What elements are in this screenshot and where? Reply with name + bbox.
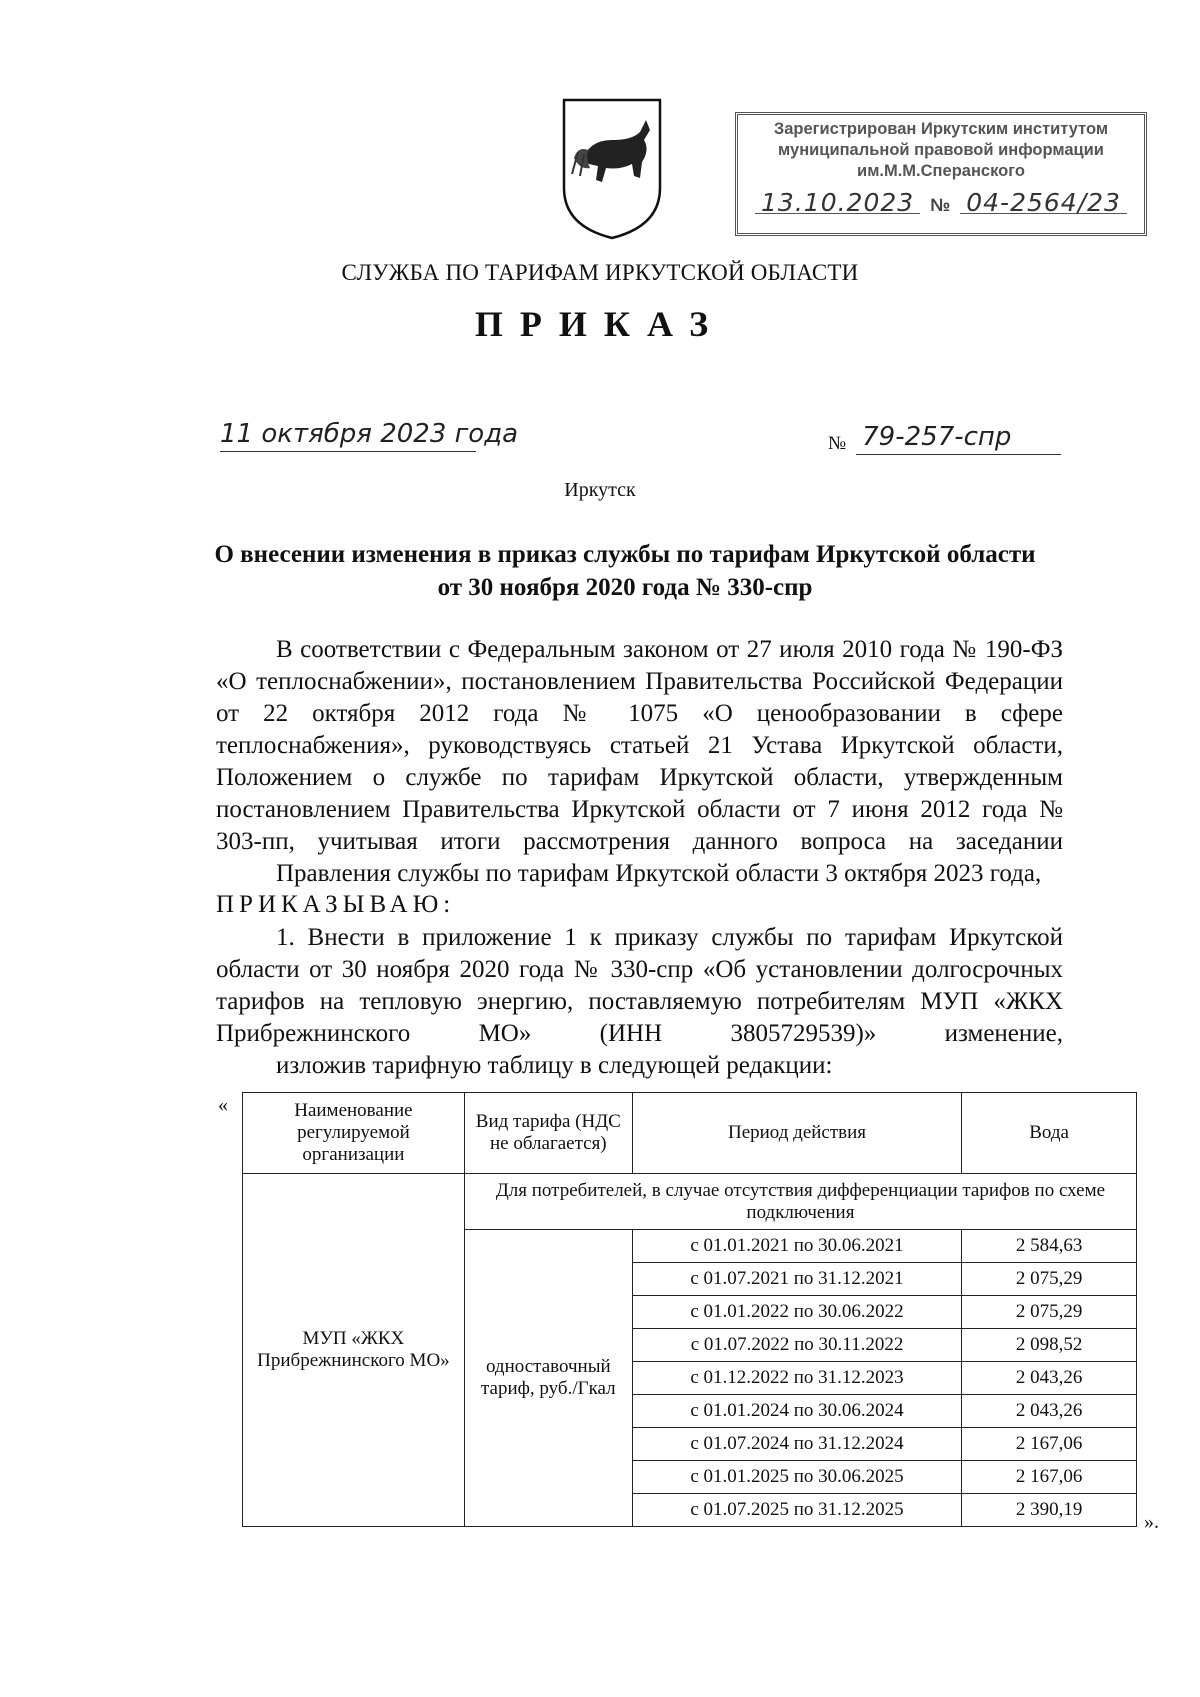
period-cell: с 01.01.2025 по 30.06.2025 [632,1461,961,1494]
table-header-organization: Наименование регулируемой организации [243,1093,465,1174]
stamp-number-label: № [930,195,951,215]
table-header-tariff-type: Вид тарифа (НДС не облагается) [464,1093,632,1174]
tariff-type-cell: одноставочный тариф, руб./Гкал [464,1230,632,1527]
preamble-text-last-line: Правления службы по тарифам Иркутской области 3 октября 2023 года, [276,860,1042,887]
order-number-field [828,420,1061,455]
period-cell: с 01.07.2025 по 31.12.2025 [632,1494,961,1527]
water-tariff-value-cell: 2 043,26 [962,1362,1137,1395]
tariff-table [242,1092,1137,1527]
water-tariff-value-cell: 2 390,19 [962,1494,1137,1527]
organization-cell: МУП «ЖКХ Прибрежнинского МО» [243,1174,465,1527]
period-cell: с 01.07.2021 по 31.12.2021 [632,1263,961,1296]
water-tariff-value-cell: 2 098,52 [962,1329,1137,1362]
period-cell: с 01.12.2022 по 31.12.2023 [632,1362,961,1395]
table-subheader: Для потребителей, в случае отсутствия дифференциации тарифов по схеме подключения [464,1174,1136,1230]
stamp-reg-number: 04-2564/23 [960,192,1127,214]
city-name: Иркутск [564,479,636,501]
clause-1-text: 1. Внести в приложение 1 к приказу службы по тарифам Иркутской области от 30 ноября 2020 года № 330-спр «Об установлении долгосрочных тарифов на тепловую энергию, поставляемую потребителям МУП «ЖКХ Прибрежнинского МО» (ИНН 3805729539)» изменение, [216,924,1063,1047]
order-date-handwritten: 11 октября 2023 года [220,419,519,449]
preamble-paragraph [216,634,1063,890]
registration-stamp [735,112,1147,236]
water-tariff-value-cell: 2 075,29 [962,1296,1137,1329]
document-heading [190,538,1060,604]
order-number-label: № [828,433,847,454]
period-cell: с 01.07.2024 по 31.12.2024 [632,1428,961,1461]
preamble-text: В соответствии с Федеральным законом от 27 июля 2010 года № 190-ФЗ «О теплоснабжении», постановлением Правительства Российской Федерации от 22 октября 2012 года № 1075 «О ценообразовании в сфере теплоснабжения», руководствуясь статьей 21 Устава Иркутской области, Положением о службе по тарифам Иркутской области, утвержденным постановлением Правительства Иркутской области от 7 июня 2012 года № 303-пп, учитывая итоги рассмотрения данного вопроса на заседании [216,636,1063,855]
water-tariff-value-cell: 2 043,26 [962,1395,1137,1428]
period-cell: с 01.01.2024 по 30.06.2024 [632,1395,961,1428]
water-tariff-value-cell: 2 167,06 [962,1461,1137,1494]
clause-1-paragraph [216,922,1063,1082]
stamp-line: Зарегистрирован Иркутским институтом [773,120,1109,138]
order-directive: ПРИКАЗЫВАЮ: [216,891,456,918]
water-tariff-value-cell: 2 075,29 [962,1263,1137,1296]
heading-line: от 30 ноября 2020 года № 330-спр [437,574,813,601]
document-type-title: ПРИКАЗ [474,304,726,344]
order-number-handwritten: 79-257-спр [862,422,1012,452]
order-date-field [220,417,519,452]
table-open-quote: « [218,1094,228,1116]
stamp-line: муниципальной правовой информации [778,141,1104,159]
stamp-line: им.М.М.Сперанского [857,162,1025,180]
table-close-quote: ». [1144,1511,1159,1533]
irkutsk-coat-of-arms-icon [560,96,664,242]
table-header-period: Период действия [632,1093,961,1174]
period-cell: с 01.01.2021 по 30.06.2021 [632,1230,961,1263]
period-cell: с 01.01.2022 по 30.06.2022 [632,1296,961,1329]
stamp-date: 13.10.2023 [755,192,920,214]
table-header-water: Вода [962,1093,1137,1174]
period-cell: с 01.07.2022 по 30.11.2022 [632,1329,961,1362]
water-tariff-value-cell: 2 584,63 [962,1230,1137,1263]
agency-name: СЛУЖБА ПО ТАРИФАМ ИРКУТСКОЙ ОБЛАСТИ [341,260,859,285]
heading-line: О внесении изменения в приказ службы по тарифам Иркутской области [214,541,1036,568]
water-tariff-value-cell: 2 167,06 [962,1428,1137,1461]
clause-1-text-last-line: изложив тарифную таблицу в следующей редакции: [276,1052,833,1079]
